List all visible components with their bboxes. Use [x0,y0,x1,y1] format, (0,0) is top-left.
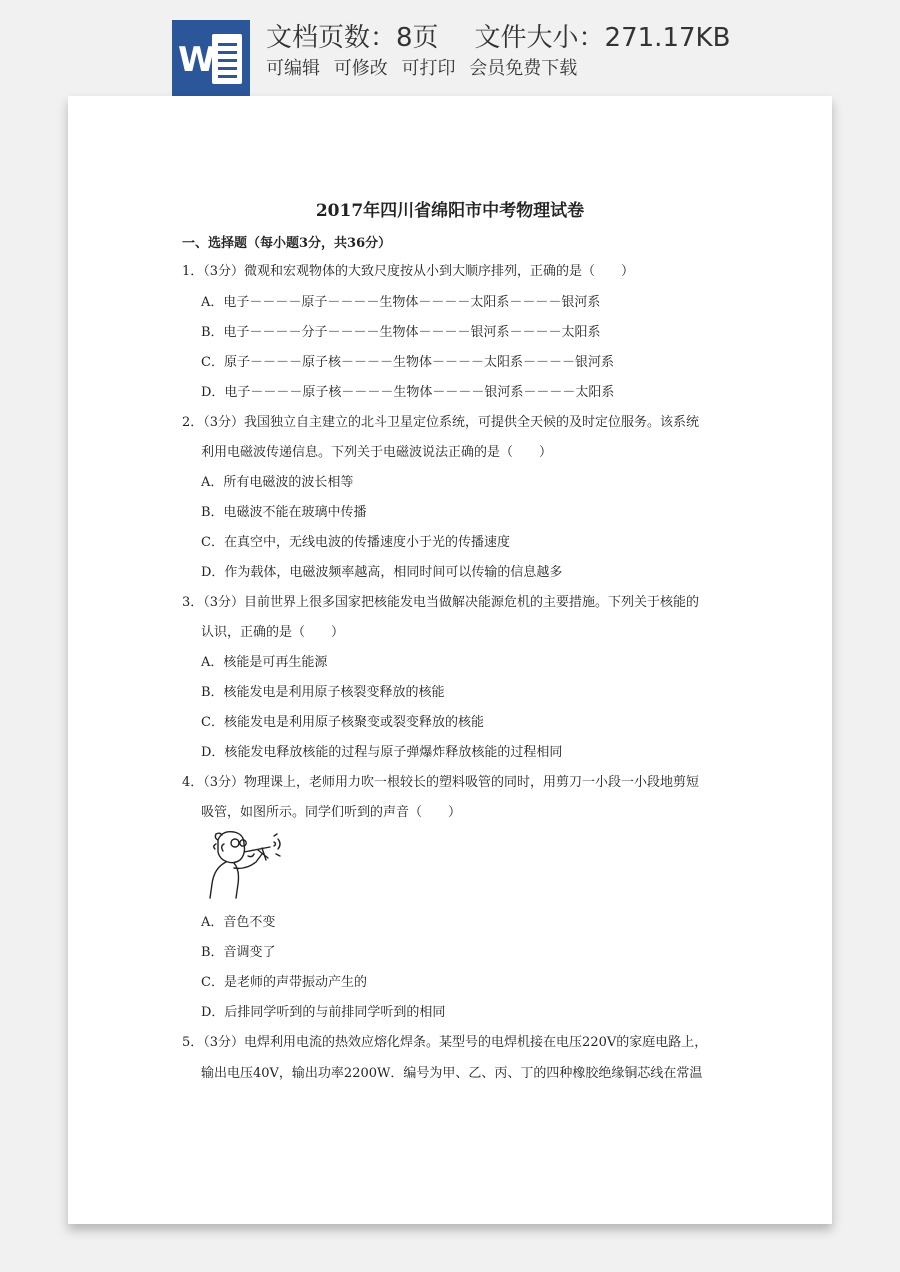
question-2-option-a: A．所有电磁波的波长相等 [201,475,354,490]
question-4-option-a: A．音色不变 [201,915,276,930]
question-3-option-b: B．核能发电是利用原子核裂变释放的核能 [201,685,445,700]
question-3-option-a: A．核能是可再生能源 [201,655,328,670]
section-heading: 一、选择题（每小题3分，共36分） [182,236,392,251]
question-2-option-b: B．电磁波不能在玻璃中传播 [201,505,367,520]
question-4-option-d: D．后排同学听到的与前排同学听到的相同 [201,1005,446,1020]
word-logo-letter: W [178,40,216,80]
question-3-stem-continued: 认识，正确的是（ ） [201,625,345,640]
question-4-stem-continued: 吸管，如图所示。同学们听到的声音（ ） [201,805,462,820]
question-2-option-c: C．在真空中，无线电波的传播速度小于光的传播速度 [201,535,510,550]
question-1-option-d: D．电子－－－－原子核－－－－生物体－－－－银河系－－－－太阳系 [201,385,615,400]
question-5-stem-continued: 输出电压40V，输出功率2200W．编号为甲、乙、丙、丁的四种橡胶绝缘铜芯线在常温 [201,1066,703,1081]
teacher-blowing-straw-illustration [204,828,300,902]
question-1-stem: 1．（3分）微观和宏观物体的大致尺度按从小到大顺序排列，正确的是（ ） [182,264,635,279]
word-document-icon [172,20,250,96]
question-3-option-c: C．核能发电是利用原子核聚变或裂变释放的核能 [201,715,484,730]
question-4-option-b: B．音调变了 [201,945,276,960]
question-1-option-c: C．原子－－－－原子核－－－－生物体－－－－太阳系－－－－银河系 [201,355,614,370]
question-2-stem: 2．（3分）我国独立自主建立的北斗卫星定位系统，可提供全天候的及时定位服务。该系统 [182,415,700,430]
question-5-stem: 5．（3分）电焊利用电流的热效应熔化焊条。某型号的电焊机接在电压220V的家庭电路上， [182,1035,708,1050]
question-3-stem: 3．（3分）目前世界上很多国家把核能发电当做解决能源危机的主要措施。下列关于核能的 [182,595,700,610]
document-page [68,96,832,1224]
file-info [266,18,730,58]
feature-editable: 可编辑 [266,58,320,79]
feature-printable: 可打印 [401,58,456,79]
question-3-option-d: D．核能发电释放核能的过程与原子弹爆炸释放核能的过程相同 [201,745,563,760]
feature-list [266,56,585,82]
feature-member-download: 会员免费下载 [469,58,578,79]
question-2-stem-continued: 利用电磁波传递信息。下列关于电磁波说法正确的是（ ） [201,445,553,460]
question-4-option-c: C．是老师的声带振动产生的 [201,975,367,990]
question-1-option-b: B．电子－－－－分子－－－－生物体－－－－银河系－－－－太阳系 [201,325,601,340]
question-1-option-a: A．电子－－－－原子－－－－生物体－－－－太阳系－－－－银河系 [201,295,601,310]
question-4-stem: 4．（3分）物理课上，老师用力吹一根较长的塑料吸管的同时，用剪刀一小段一小段地剪短 [182,775,700,790]
feature-modifiable: 可修改 [333,58,388,79]
file-size: 文件大小：271.17KB [474,23,731,53]
document-title: 2017年四川省绵阳市中考物理试卷 [315,201,585,221]
question-2-option-d: D．作为载体，电磁波频率越高，相同时间可以传输的信息越多 [201,565,563,580]
page-count: 文档页数：8页 [266,23,439,53]
